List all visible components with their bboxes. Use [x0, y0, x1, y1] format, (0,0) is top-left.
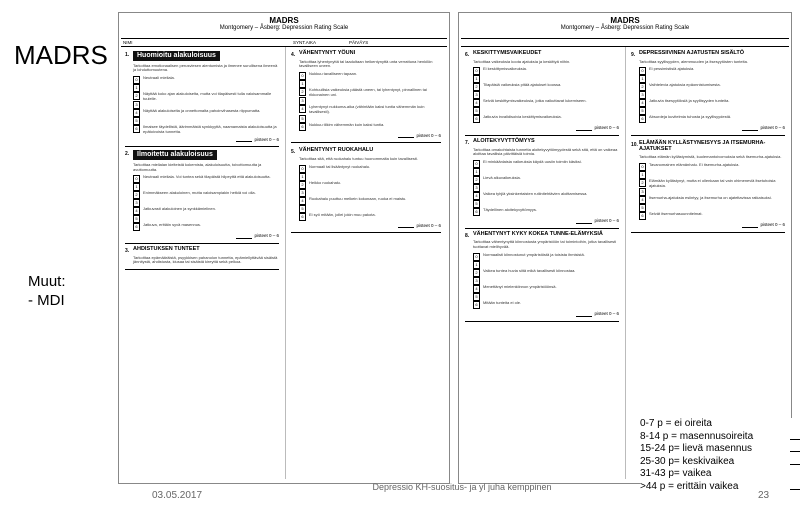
score-box[interactable]: 1: [473, 261, 480, 269]
option-row: [133, 76, 279, 84]
option-text: Itsemurha-ajatuksia esiintyy, ja itsemurha on ajateltavissa ratkaisuksi.: [649, 195, 772, 201]
option-row: [133, 175, 279, 183]
option-text: Neutraali mieliala.: [143, 75, 175, 81]
points-line[interactable]: [236, 238, 252, 239]
madrs-item: [631, 51, 785, 136]
option-text: Jatkuva, erittäin syvä masennus.: [143, 222, 202, 228]
option-list: [299, 165, 441, 221]
item-number: 4.: [291, 52, 296, 58]
legend-row: [640, 418, 800, 431]
score-legend: [640, 418, 800, 494]
item-title: ALOITEKYVYTTÖMYYS: [473, 137, 535, 144]
option-text: Normaalisti kiinnostunut ympäristöstä ja toisista ihmisistä.: [483, 251, 585, 257]
madrs-item: [465, 51, 619, 136]
item-number: 5.: [291, 149, 296, 156]
item-description: Tarkoittaa emotionaalisen perusviesen alentumista ja ilmenee surullisena ilmeenä ja lohduttomuutena.: [133, 62, 278, 73]
item-separator: [125, 243, 279, 244]
form-title: MADRS: [610, 16, 640, 25]
item-separator: [291, 142, 441, 143]
option-text: Jatkuvasti alakuloinen ja synkkämielinen.: [143, 206, 216, 212]
option-row: [473, 208, 619, 216]
option-row: [639, 99, 785, 107]
item-description: Tarkoittaa lyhentynyttä tai laadultaan heikentynyttä unta verrattuna henkilön tavalliseen uneen.: [299, 58, 433, 69]
legend-row: [640, 443, 800, 456]
item-number: 10.: [631, 141, 638, 148]
option-row: [473, 67, 619, 75]
muut-note: [28, 272, 66, 310]
score-box[interactable]: 6: [473, 301, 480, 309]
option-text: Jatkuvia itsesyytöksiä ja syyllisyyden tunteita.: [649, 98, 730, 104]
points-label: pisteet 0 – 6: [594, 310, 619, 316]
score-box[interactable]: 6: [299, 213, 306, 221]
item-description: Tarkoittaa elämän kyllästymistä, kuolemantoivomuksia sekä itsemurha-ajatuksia.: [639, 154, 782, 160]
legend-label: >44 p = erittäin vaikea: [640, 480, 739, 492]
option-row: [639, 212, 785, 220]
item-number: 9.: [631, 52, 636, 58]
score-box[interactable]: 3: [473, 184, 480, 192]
muut-line: Muut:: [28, 273, 66, 290]
score-box[interactable]: 3: [299, 97, 306, 105]
option-row: [473, 160, 619, 168]
points-field: [291, 133, 441, 139]
score-box[interactable]: 2: [299, 88, 306, 96]
score-box[interactable]: 0: [133, 76, 140, 84]
item-separator: [465, 228, 619, 229]
option-list: [639, 163, 785, 220]
option-row: [133, 92, 279, 101]
option-row: [473, 192, 619, 200]
option-list: [473, 160, 619, 216]
column-divider: [285, 47, 286, 479]
legend-row: [640, 456, 800, 469]
score-box[interactable]: 4: [133, 109, 140, 117]
score-box[interactable]: 4: [473, 99, 480, 107]
option-row: [473, 115, 619, 123]
option-row: [133, 125, 279, 134]
item-title: Huomioitu alakuloisuus: [133, 51, 220, 61]
option-row: [299, 123, 441, 131]
legend-row: [640, 431, 800, 444]
option-row: [639, 196, 785, 204]
slide-title: MADRS: [14, 40, 108, 70]
item-description: Tarkoittaa vähentynyttä kiinnostusta ympäristöön tai toimintoihin, jotka tavallisesti tuottavat mielihyvää.: [473, 239, 617, 250]
score-box[interactable]: 2: [473, 83, 480, 91]
score-box[interactable]: 3: [473, 277, 480, 285]
item-number: 1.: [125, 52, 130, 58]
item-number: 6.: [465, 52, 470, 58]
option-list: [473, 67, 619, 123]
points-field: [631, 125, 785, 131]
points-label: pisteet 0 – 6: [254, 136, 279, 142]
option-row: [639, 67, 785, 75]
option-text: Vaikea tyhjiä yksinkertaisten rutiinitehtävien aloittamisessa.: [483, 191, 588, 197]
option-text: Normaali tai lisääntynyt ruokahalu.: [309, 163, 371, 169]
points-line[interactable]: [236, 141, 252, 142]
item-title: AHDISTUKSEN TUNTEET: [133, 245, 200, 252]
legend-row: [640, 481, 800, 494]
score-box[interactable]: 0: [473, 67, 480, 75]
score-box[interactable]: 4: [473, 285, 480, 293]
dob-label: SYNT.AIKA: [293, 40, 317, 45]
option-row: [299, 105, 441, 114]
score-box[interactable]: 5: [473, 200, 480, 208]
points-field: [465, 311, 619, 317]
option-row: [473, 269, 619, 277]
points-line[interactable]: [576, 130, 592, 131]
points-label: pisteet 0 – 6: [594, 125, 619, 131]
page-number: 23: [758, 490, 770, 501]
option-row: [299, 165, 441, 173]
item-title: KESKITTYMISVAIKEUDET: [473, 50, 542, 56]
score-box[interactable]: 5: [473, 293, 480, 301]
score-box[interactable]: 4: [133, 207, 140, 215]
option-text: Tavanomainen elämänhalu. Ei itsemurha-ajatuksia.: [649, 161, 740, 167]
option-text: Absurdeja kuvitelmia tuhosta ja syyllisyydestä.: [649, 114, 732, 120]
madrs-item: [125, 150, 279, 244]
points-field: [465, 125, 619, 131]
score-box[interactable]: 4: [299, 105, 306, 113]
footer-date: 03.05.2017: [152, 490, 203, 501]
score-box[interactable]: 1: [133, 84, 140, 92]
legend-label: 15-24 p= lievä masennus: [640, 443, 753, 455]
score-box[interactable]: 6: [133, 125, 140, 133]
option-text: Vaikea tuntea huvia siitä mikä tavallisesti kiinnostaa.: [483, 267, 576, 273]
option-text: Täydellinen aloitekyvyttömyys.: [483, 207, 538, 213]
item-number: 3.: [125, 247, 130, 254]
points-line[interactable]: [576, 223, 592, 224]
madrs-item: [291, 148, 441, 233]
option-list: [299, 72, 441, 130]
option-row: [299, 181, 441, 189]
madrs-item: [291, 51, 441, 143]
option-row: [133, 223, 279, 231]
points-field: [465, 218, 619, 224]
score-box[interactable]: 3: [639, 188, 646, 196]
score-box[interactable]: 4: [473, 192, 480, 200]
option-row: [473, 99, 619, 107]
option-text: Lievä alkuvaikeuksia.: [483, 175, 521, 181]
score-box[interactable]: 1: [133, 183, 140, 191]
points-label: pisteet 0 – 6: [760, 222, 785, 228]
option-text: Ei pessimistisiä ajatuksia.: [649, 66, 695, 72]
option-text: Ilmaisee täydellistä, äärimmäistä synkkyyttä, naamamaista alakuloisuutta ja epätoivoista tunnetta.: [143, 124, 277, 134]
name-bar: [121, 38, 447, 47]
option-row: [133, 191, 279, 199]
score-box[interactable]: 2: [473, 176, 480, 184]
option-row: [299, 197, 441, 205]
option-row: [299, 88, 441, 97]
option-text: Nukkuu tavalliseen tapaan.: [309, 71, 358, 77]
item-number: 7.: [465, 139, 470, 146]
score-box[interactable]: 0: [473, 160, 480, 168]
form-page-2: [458, 12, 792, 484]
item-number: 2.: [125, 151, 130, 158]
score-box[interactable]: 2: [299, 181, 306, 189]
item-description: Tarkoittaa sitä, että ruokahalu tuntuu huonommalta kuin tavallisesti.: [299, 155, 418, 161]
score-box[interactable]: 6: [473, 208, 480, 216]
points-field: [631, 222, 785, 228]
item-separator: [291, 232, 441, 233]
option-text: Näyttää koko ajan alakuloiselta, mutta voi tilapäisesti tulla valoisammalle tuulelle.: [143, 91, 272, 101]
item-description: Tarkoittaa vaikeuksia koota ajatuksia ja keskittyä niihin.: [473, 58, 571, 64]
score-box[interactable]: 1: [299, 80, 306, 88]
score-box[interactable]: 0: [133, 175, 140, 183]
points-label: pisteet 0 – 6: [416, 222, 441, 228]
item-separator: [125, 146, 279, 147]
form-title: MADRS: [269, 16, 299, 25]
option-row: [639, 163, 785, 171]
option-row: [473, 301, 619, 309]
option-text: Ruokahalu puuttuu melkein kokonaan, ruoka ei maistu.: [309, 195, 407, 201]
madrs-item: [125, 247, 279, 270]
option-row: [473, 285, 619, 293]
option-text: Tilapäisiä vaikeuksia pitää ajatukset koossa.: [483, 82, 562, 88]
item-title: ELÄMÄÄN KYLLÄSTYNEISYYS JA ITSEMURHA-AJATUKSET: [639, 139, 766, 152]
item-description: Tarkoittaa omakohtaista tunnetta aloitekyvyttömyydestä sekä sitä, että on vaikeaa aloittaa tavallisia päivittäisiä toimia.: [473, 146, 618, 157]
option-text: Selviä keskittymisvaikeuksia, jotka vaikuttavat lukemiseen.: [483, 98, 587, 104]
points-field: [125, 137, 279, 143]
item-column: [291, 51, 441, 238]
option-text: Ei minkäänlaisia vaikeuksia käydä uusiin toimiin käsiksi.: [483, 159, 582, 165]
score-box[interactable]: 0: [299, 72, 306, 80]
item-column: [125, 51, 279, 273]
score-box[interactable]: 0: [299, 165, 306, 173]
score-box[interactable]: 3: [133, 101, 140, 109]
item-title: Ilmoitettu alakuloisuus: [133, 150, 217, 160]
option-text: Jatkuvia invalidisoivia keskittymisvaikeuksia.: [483, 114, 562, 120]
legend-label: 25-30 p= keskivaikea: [640, 455, 735, 467]
points-line[interactable]: [398, 227, 414, 228]
points-label: pisteet 0 – 6: [416, 132, 441, 138]
name-bar: [461, 38, 789, 47]
item-title: DEPRESSIIVINEN AJATUSTEN SISÄLTÖ: [639, 50, 745, 56]
legend-label: 31-43 p= vaikea: [640, 468, 712, 480]
score-box[interactable]: 5: [299, 115, 306, 123]
score-box[interactable]: 5: [639, 107, 646, 115]
madrs-item: [465, 139, 619, 229]
points-field: [291, 223, 441, 229]
score-box[interactable]: 3: [639, 91, 646, 99]
score-box[interactable]: 4: [639, 99, 646, 107]
score-box[interactable]: 2: [473, 269, 480, 277]
name-label: NIMI: [123, 40, 133, 45]
points-line[interactable]: [398, 137, 414, 138]
option-list: [133, 175, 279, 231]
option-text: Kohtuullisia vaikeuksia päästä uneen, tai lyhentynyt, pinnallinen tai rikkonainen uni.: [309, 87, 427, 97]
option-text: Elämään kyllästynyt, mutta ei ollenkaan tai vain ohimeneviä itsetuhoisia ajatuksia.: [649, 177, 776, 188]
option-text: Neutraali mieliala. Voi tuntea sekä tilapäistä hilpeyttä että alakuloisuutta.: [143, 174, 271, 180]
score-box[interactable]: 0: [473, 253, 480, 261]
score-box[interactable]: 4: [639, 196, 646, 204]
option-row: [639, 179, 785, 188]
madrs-item: [465, 232, 619, 322]
option-text: Lyhentynyt nukkuma-aika (vähintään kaksi tuntia vähemmän kuin tavallisesti).: [309, 104, 425, 114]
legend-label: 8-14 p = masennusoireita: [640, 430, 754, 442]
score-box[interactable]: 3: [299, 189, 306, 197]
column-divider: [625, 47, 626, 479]
item-description: Tarkoittaa epämääräistä, psyykkisen pahanolon tunnetta, epämiellyttävää sisäistä jännitystä, ahdistusta, kiusaa tai sisäistä kireyttä sekä pelkoa.: [133, 254, 278, 265]
option-text: Selvät itsemurhasuunnitelmat.: [649, 211, 703, 217]
score-box[interactable]: 2: [639, 83, 646, 91]
form-subtitle: Montgomery – Åsberg: Depression Rating Scale: [219, 25, 349, 31]
madrs-item: [125, 51, 279, 147]
points-label: pisteet 0 – 6: [254, 233, 279, 239]
item-title: VÄHENTYNYT KYKY KOKEA TUNNE-ELÄMYKSIÄ: [473, 230, 603, 237]
score-box[interactable]: 5: [299, 205, 306, 213]
score-box[interactable]: 2: [133, 191, 140, 199]
form-subtitle: Montgomery – Åsberg: Depression Rating Scale: [560, 25, 690, 31]
option-text: Nukkuu tilkim vähemmän kuin kaksi tuntia.: [309, 121, 385, 127]
score-box[interactable]: 0: [639, 67, 646, 75]
item-separator: [465, 321, 619, 322]
score-box[interactable]: 0: [639, 163, 646, 171]
legend-label: 0-7 p = ei oireita: [640, 418, 712, 429]
score-box[interactable]: 1: [473, 75, 480, 83]
option-row: [639, 115, 785, 123]
item-separator: [125, 269, 279, 270]
option-text: Näyttää alakuloiselta ja onnettomalta pahoinvihasesta riippumatta.: [143, 108, 261, 114]
score-box[interactable]: 1: [639, 171, 646, 179]
score-box[interactable]: 3: [473, 91, 480, 99]
option-text: Menettänyt mielenkiinnon ympäristöönsä.: [483, 283, 557, 289]
score-box[interactable]: 5: [473, 107, 480, 115]
item-description: Tarkoittaa mielialan kielteistä kokemista, alakuloisuutta, toivottomuutta ja avuttomuutta.: [133, 161, 262, 172]
score-box[interactable]: 1: [299, 173, 306, 181]
score-box[interactable]: 5: [133, 117, 140, 125]
score-box[interactable]: 5: [639, 204, 646, 212]
option-row: [299, 213, 441, 221]
madrs-item: [631, 141, 785, 233]
option-row: [639, 83, 785, 91]
option-text: Ei keskittymisvaikeuksia.: [483, 66, 528, 72]
option-row: [473, 176, 619, 184]
item-separator: [631, 232, 785, 233]
score-box[interactable]: 6: [133, 223, 140, 231]
option-row: [133, 109, 279, 117]
item-column: [631, 51, 785, 238]
item-title: VÄHENTYNYT YÖUNI: [299, 50, 356, 56]
points-label: pisteet 0 – 6: [760, 125, 785, 131]
score-box[interactable]: 4: [299, 197, 306, 205]
option-text: Heikko ruokahalu.: [309, 179, 342, 185]
item-separator: [465, 135, 619, 136]
score-box[interactable]: 2: [639, 179, 646, 187]
score-box[interactable]: 2: [133, 92, 140, 100]
points-line[interactable]: [742, 130, 758, 131]
option-text: Vaihtelevia ajatuksia epäonnistumisesta.: [649, 82, 721, 88]
score-box[interactable]: 1: [473, 168, 480, 176]
option-row: [473, 253, 619, 261]
points-line[interactable]: [576, 316, 592, 317]
points-field: [125, 233, 279, 239]
option-list: [473, 253, 619, 309]
score-box[interactable]: 3: [133, 199, 140, 207]
option-row: [299, 72, 441, 80]
option-text: Ei syö mitään, jollei jokin muu pakota.: [309, 211, 376, 217]
score-box[interactable]: 6: [639, 115, 646, 123]
option-list: [639, 67, 785, 123]
legend-row: [640, 468, 800, 481]
item-number: 8.: [465, 232, 470, 239]
item-title: VÄHENTYNYT RUOKAHALU: [299, 147, 374, 154]
option-list: [133, 76, 279, 134]
option-text: Enimmäkseen alakuloinen, mutta valoisampiakin hetkiä voi olla.: [143, 190, 256, 196]
score-box[interactable]: 6: [639, 212, 646, 220]
date-label: PÄIVÄYS: [349, 40, 369, 45]
score-box[interactable]: 6: [473, 115, 480, 123]
option-row: [133, 207, 279, 215]
item-separator: [631, 135, 785, 136]
score-box[interactable]: 6: [299, 123, 306, 131]
item-column: [465, 51, 619, 325]
item-description: Tarkoittaa syyllisyyden, alemmuuden ja itsesyytösten tunteita.: [639, 58, 748, 64]
form-page-1: [118, 12, 450, 484]
score-box[interactable]: 5: [133, 215, 140, 223]
muut-line: - MDI: [28, 292, 65, 309]
points-line[interactable]: [742, 227, 758, 228]
score-box[interactable]: 1: [639, 75, 646, 83]
footer-source: Depressio KH-suositus- ja yl juha kemppinen: [372, 482, 552, 492]
points-label: pisteet 0 – 6: [594, 218, 619, 224]
option-row: [473, 83, 619, 91]
option-text: Mitään tunteita ei ole.: [483, 299, 522, 305]
